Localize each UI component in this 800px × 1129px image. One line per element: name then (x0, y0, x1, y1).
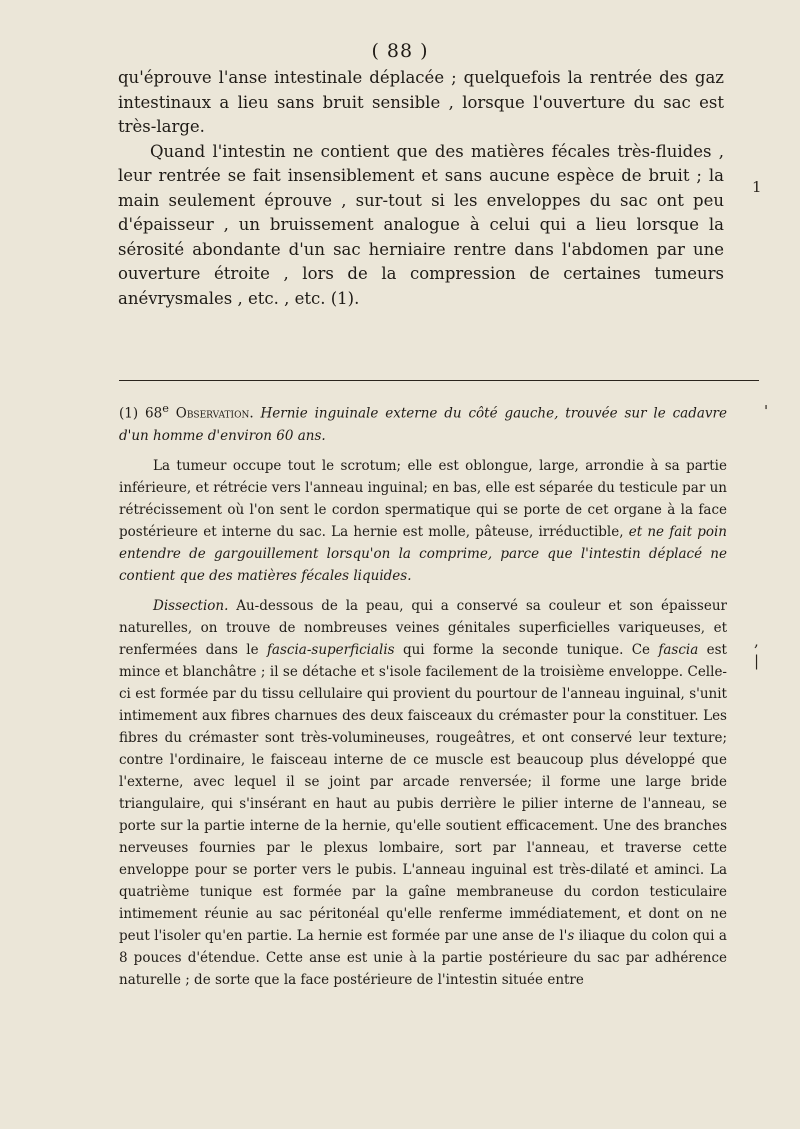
main-paragraph-1: qu'éprouve l'anse intestinale déplacée ; quelquefois la rentrée des gaz intestinaux a lieu sans bruit sensible , lorsque l'ouverture du sac est très-large. (118, 68, 724, 136)
footnote-p2-italic-3: s (567, 927, 575, 944)
main-paragraph-2: Quand l'intestin ne contient que des matières fécales très-fluides , leur rentrée se fait insensiblement et sans aucune espèce de bruit ; la main seulement éprouve , sur-tout si les enveloppes du sac ont peu d'épaisseur , un bruissement analogue à celui qui a lieu lorsque la sérosité abondante d'un sac herniaire rentre dans l'abdomen par une ouverture étroite , lors de la compression de certaines tumeurs anévrysmales , etc. , etc. (1). (118, 141, 724, 308)
observation-title: Hernie inguinale externe du côté gauche, trouvée sur le cadavre d'un homme d'environ 60 ans. (119, 405, 727, 444)
dissection-label: Dissection. (153, 597, 229, 614)
main-text (118, 66, 724, 311)
page-number: ( 88 ) (371, 40, 429, 62)
footnote-heading (119, 398, 727, 447)
observation-label: Observation. (175, 405, 254, 422)
margin-mark: , (754, 632, 759, 650)
margin-mark: 1 (752, 178, 762, 196)
margin-mark: ' (764, 402, 769, 420)
footnote-paragraph-2 (119, 595, 727, 991)
footnote-divider (119, 380, 759, 381)
footnote-p1-text: La tumeur occupe tout le scrotum; elle est oblongue, large, arrondie à sa partie inférieure, et rétrécie vers l'anneau inguinal; en bas, elle est séparée du testicule par un rétrécissement où l'on sent le cordon spermatique qui se porte de cet organe à la face postérieure et interne du sac. La hernie est molle, pâteuse, irréductible, (119, 457, 727, 540)
footnote (119, 398, 727, 999)
footnote-marker-sup: e (162, 402, 169, 415)
footnote-p2-text-a: Au-dessous de la peau, qui a conservé sa couleur et son épaisseur naturelles, on trouve de nombreuses veines génitales superficielles variqueuses, et renfermées dans le (119, 597, 727, 658)
footnote-p2-text-b: qui forme la seconde tunique. Ce (402, 641, 651, 658)
footnote-p2-italic-2: fascia (658, 641, 699, 658)
footnote-paragraph-1 (119, 455, 727, 587)
footnote-p2-text-c: est mince et blanchâtre ; il se détache et s'isole facilement de la troisième enveloppe. Celle-ci est formée par du tissu cellulaire qui provient du pourtour de l'anneau inguinal, s'unit intimement aux fibres charnues des deux faisceaux du crémaster pour la constituer. Les fibres du crémaster sont très-volumineuses, rougeâtres, et ont conservé leur texture; contre l'ordinaire, le faisceau interne de ce muscle est beaucoup plus développé que l'externe, avec lequel il se joint par arcade renversée; il forme une large bride triangulaire, qui s'insérant en haut au pubis derrière le pilier interne de l'anneau, se porte sur la partie interne de la hernie, qu'elle soutient efficacement. Une des branches nerveuses fournies par le plexus lombaire, sort par l'anneau, et traverse cette enveloppe pour se porter vers le pubis. L'anneau inguinal est très-dilaté et aminci. La quatrième tunique est formée par la gaîne membraneuse du cordon testiculaire intimement réunie au sac péritonéal qu'elle renferme immédiatement, et dont on ne peut l'isoler qu'en partie. La hernie est formée par une anse de l' (119, 641, 727, 944)
margin-mark: | (754, 652, 760, 670)
footnote-p2-italic-1: fascia-superficialis (266, 641, 395, 658)
footnote-p1-italic: et ne fait poin entendre de gargouillement lorsqu'on la comprime, parce que l'intestin déplacé ne contient que des matières fécales liquides. (119, 523, 728, 584)
footnote-marker: (1) 68 (119, 405, 163, 422)
footnote-p2-text-d: iliaque du colon qui a 8 pouces d'étendue. Cette anse est unie à la partie postérieure du sac par adhérence naturelle ; de sorte que la face postérieure de l'intestin située entre (119, 927, 727, 988)
